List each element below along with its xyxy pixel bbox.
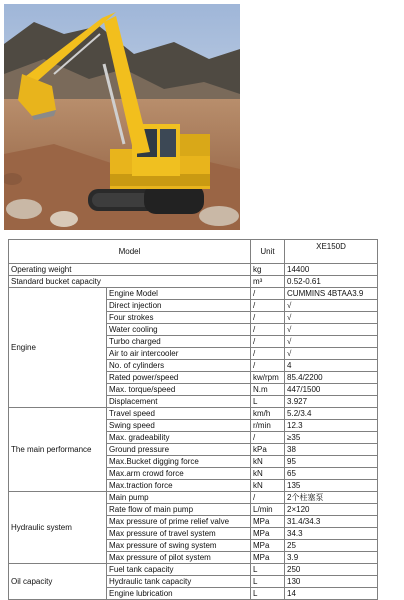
row-item: Max.traction force <box>107 480 251 492</box>
row-value: 130 <box>285 576 378 588</box>
row-value: 85.4/2200 <box>285 372 378 384</box>
row-item: Max. gradeability <box>107 432 251 444</box>
row-value: √ <box>285 300 378 312</box>
row-value: CUMMINS 4BTAA3.9 <box>285 288 378 300</box>
row-value: 0.52-0.61 <box>285 276 378 288</box>
row-value: ≥35 <box>285 432 378 444</box>
row-item: No. of cylinders <box>107 360 251 372</box>
row-unit: MPa <box>251 540 285 552</box>
row-value: 447/1500 <box>285 384 378 396</box>
row-unit: / <box>251 288 285 300</box>
row-value: √ <box>285 312 378 324</box>
category-cell: Engine <box>9 288 107 408</box>
row-value: √ <box>285 348 378 360</box>
excavator-photo <box>4 4 240 230</box>
row-unit: r/min <box>251 420 285 432</box>
row-label: Standard bucket capacity <box>9 276 251 288</box>
row-unit: L <box>251 396 285 408</box>
row-item: Rate flow of main pump <box>107 504 251 516</box>
row-unit: MPa <box>251 528 285 540</box>
row-item: Swing speed <box>107 420 251 432</box>
row-value: 135 <box>285 480 378 492</box>
row-value: 4 <box>285 360 378 372</box>
row-item: Turbo charged <box>107 336 251 348</box>
row-value: 5.2/3.4 <box>285 408 378 420</box>
row-label: Operating weight <box>9 264 251 276</box>
row-unit: N.m <box>251 384 285 396</box>
table-row <box>9 264 378 276</box>
row-unit: / <box>251 432 285 444</box>
row-value: 2个柱塞泵 <box>285 492 378 504</box>
row-item: Travel speed <box>107 408 251 420</box>
header-model: Model <box>9 240 251 264</box>
row-item: Water cooling <box>107 324 251 336</box>
row-unit: MPa <box>251 552 285 564</box>
row-unit: kw/rpm <box>251 372 285 384</box>
row-item: Max pressure of swing system <box>107 540 251 552</box>
row-unit: km/h <box>251 408 285 420</box>
category-cell: Oil capacity <box>9 564 107 600</box>
row-unit: L <box>251 576 285 588</box>
row-unit: / <box>251 312 285 324</box>
row-item: Four strokes <box>107 312 251 324</box>
row-item: Engine Model <box>107 288 251 300</box>
table-row <box>9 564 378 576</box>
row-item: Rated power/speed <box>107 372 251 384</box>
row-value: 2×120 <box>285 504 378 516</box>
row-item: Hydraulic tank capacity <box>107 576 251 588</box>
row-unit: kg <box>251 264 285 276</box>
row-item: Max pressure of prime relief valve <box>107 516 251 528</box>
row-item: Max pressure of travel system <box>107 528 251 540</box>
row-unit: / <box>251 360 285 372</box>
row-value: 65 <box>285 468 378 480</box>
row-unit: kN <box>251 468 285 480</box>
row-value: √ <box>285 336 378 348</box>
row-item: Direct injection <box>107 300 251 312</box>
row-value: 25 <box>285 540 378 552</box>
header-unit: Unit <box>251 240 285 264</box>
row-unit: / <box>251 336 285 348</box>
table-header-row <box>9 240 378 264</box>
table-row <box>9 492 378 504</box>
row-value: 34.3 <box>285 528 378 540</box>
row-unit: m³ <box>251 276 285 288</box>
row-item: Displacement <box>107 396 251 408</box>
row-unit: / <box>251 324 285 336</box>
table-row <box>9 288 378 300</box>
row-value: 3.927 <box>285 396 378 408</box>
row-unit: / <box>251 348 285 360</box>
row-value: 3.9 <box>285 552 378 564</box>
header-model-value: XE150D <box>285 240 378 264</box>
category-cell: The main performance <box>9 408 107 492</box>
row-item: Air to air intercooler <box>107 348 251 360</box>
row-item: Max.Bucket digging force <box>107 456 251 468</box>
row-unit: / <box>251 492 285 504</box>
row-unit: L/min <box>251 504 285 516</box>
spec-table-container <box>8 239 377 600</box>
row-value: 95 <box>285 456 378 468</box>
row-value: 250 <box>285 564 378 576</box>
row-value: 31.4/34.3 <box>285 516 378 528</box>
row-item: Max. torque/speed <box>107 384 251 396</box>
row-value: 14 <box>285 588 378 600</box>
spec-table <box>8 239 378 600</box>
row-unit: L <box>251 588 285 600</box>
row-unit: / <box>251 300 285 312</box>
row-item: Ground pressure <box>107 444 251 456</box>
category-cell: Hydraulic system <box>9 492 107 564</box>
row-value: 12.3 <box>285 420 378 432</box>
row-item: Max pressure of pilot system <box>107 552 251 564</box>
row-unit: MPa <box>251 516 285 528</box>
row-value: 14400 <box>285 264 378 276</box>
row-unit: kPa <box>251 444 285 456</box>
table-row <box>9 408 378 420</box>
row-unit: L <box>251 564 285 576</box>
row-item: Engine lubrication <box>107 588 251 600</box>
row-value: 38 <box>285 444 378 456</box>
table-row <box>9 276 378 288</box>
row-item: Fuel tank capacity <box>107 564 251 576</box>
row-item: Max.arm crowd force <box>107 468 251 480</box>
row-value: √ <box>285 324 378 336</box>
row-unit: kN <box>251 456 285 468</box>
row-unit: kN <box>251 480 285 492</box>
row-item: Main pump <box>107 492 251 504</box>
